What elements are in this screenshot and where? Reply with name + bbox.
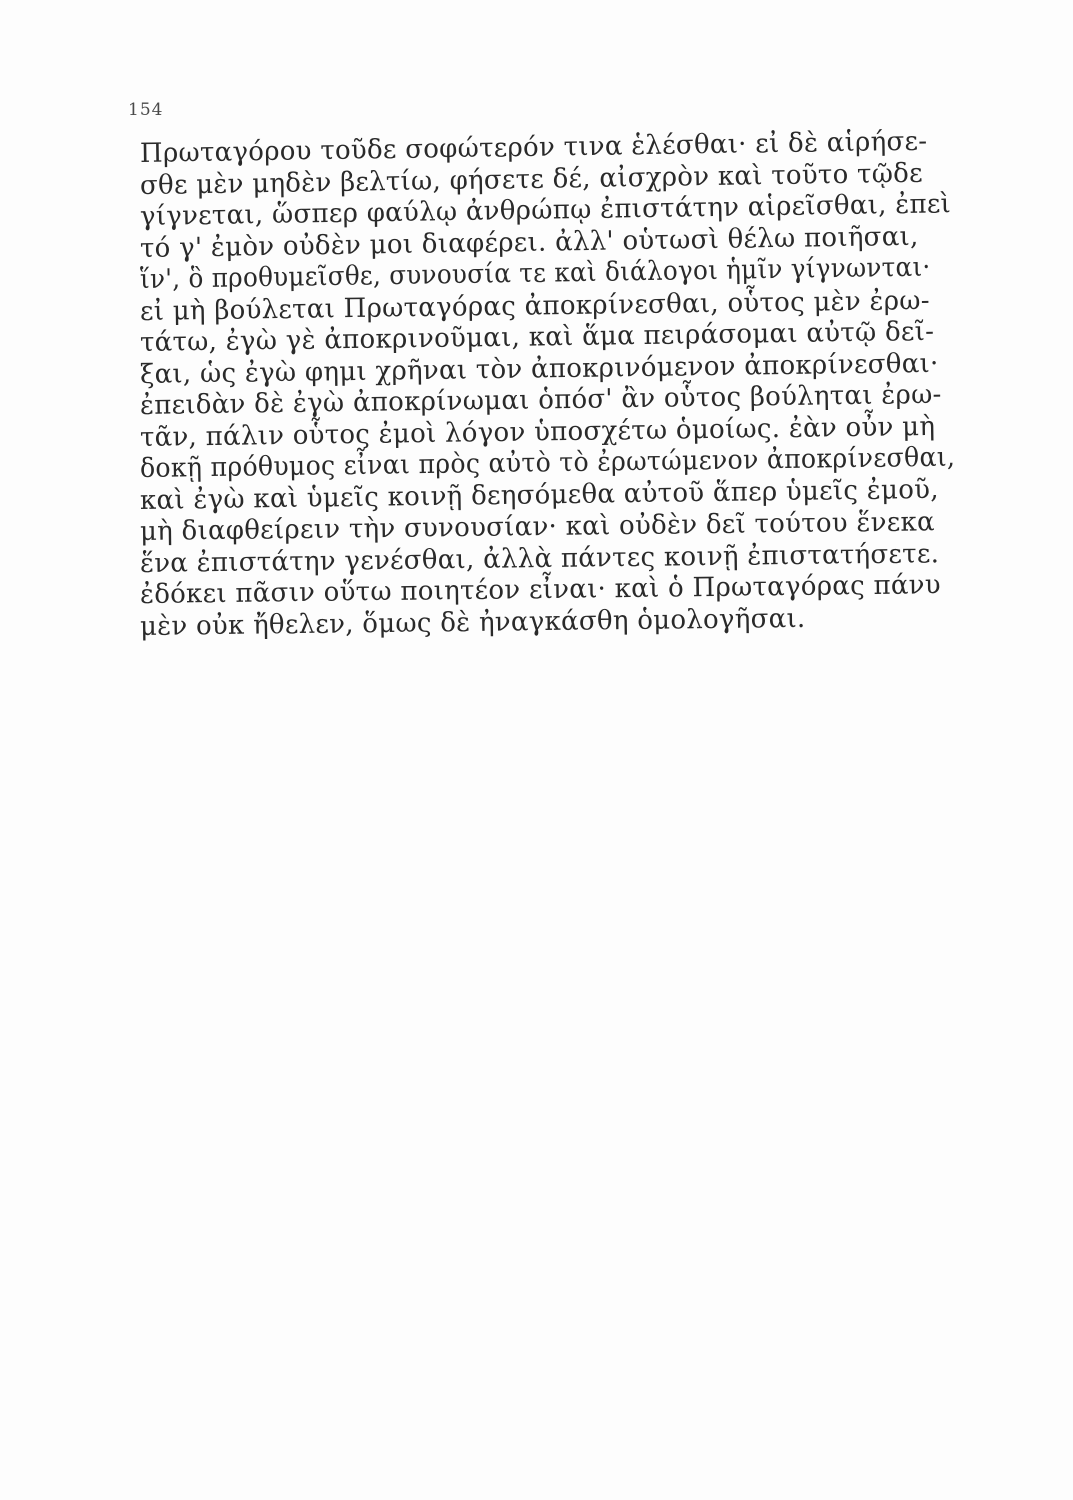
text-line: τό γ' ἐμὸν οὐδὲν μοι διαφέρει. ἀλλ' οὑτωσὶ θέλω ποιῆσαι, (139, 220, 919, 264)
text-line: ἵν', ὃ προθυμεῖσθε, συνουσία τε καὶ διάλογοι ἡμῖν γίγνωνται· (139, 251, 931, 295)
text-line: ἐδόκει πᾶσιν οὕτω ποιητέον εἶναι· καὶ ὁ Πρωταγόρας πάνυ (139, 569, 942, 610)
text-line: ἐπειδὰν δὲ ἐγὼ ἀποκρίνωμαι ὁπόσ' ἂν οὗτος βούληται ἐρω- (139, 378, 942, 421)
text-line: τᾶν, πάλιν οὗτος ἐμοὶ λόγον ὑποσχέτω ὁμοίως. ἐὰν οὖν μὴ (139, 410, 936, 453)
text-line: μὲν οὐκ ἤθελεν, ὅμως δὲ ἠναγκάσθη ὁμολογῆσαι. (139, 602, 806, 642)
text-line: εἰ μὴ βούλεται Πρωταγόρας ἀποκρίνεσθαι, οὗτος μὲν ἐρω- (139, 284, 931, 327)
text-line: Πρωταγόρου τοῦδε σοφώτερόν τινα ἑλέσθαι· εἰ δὲ αἱρήσε- (139, 125, 928, 169)
text-line: τάτω, ἐγὼ γὲ ἀποκρινοῦμαι, καὶ ἅμα πειράσομαι αὐτῷ δεῖ- (139, 315, 935, 358)
text-line: δοκῇ πρόθυμος εἶναι πρὸς αὐτὸ τὸ ἐρωτώμενον ἀποκρίνεσθαι, (139, 441, 956, 484)
text-line: μὴ διαφθείρειν τὴν συνουσίαν· καὶ οὐδὲν δεῖ τούτου ἕνεκα (139, 506, 936, 547)
page-number: 154 (128, 100, 164, 120)
greek-text-block (139, 125, 980, 642)
text-line: ξαι, ὡς ἐγὼ φημι χρῆναι τὸν ἀποκρινόμενον ἀποκρίνεσθαι· (139, 347, 939, 390)
text-line: καὶ ἐγὼ καὶ ὑμεῖς κοινῇ δεησόμεθα αὐτοῦ ἅπερ ὑμεῖς ἐμοῦ, (139, 473, 939, 516)
text-line: ἕνα ἐπιστάτην γενέσθαι, ἀλλὰ πάντες κοινῇ ἐπιστατήσετε. (139, 537, 940, 579)
text-line: σθε μὲν μηδὲν βελτίω, φήσετε δέ, αἰσχρὸν καὶ τοῦτο τῷδε (139, 157, 924, 201)
text-line: γίγνεται, ὥσπερ φαύλῳ ἀνθρώπῳ ἐπιστάτην αἱρεῖσθαι, ἐπεὶ (139, 188, 952, 232)
